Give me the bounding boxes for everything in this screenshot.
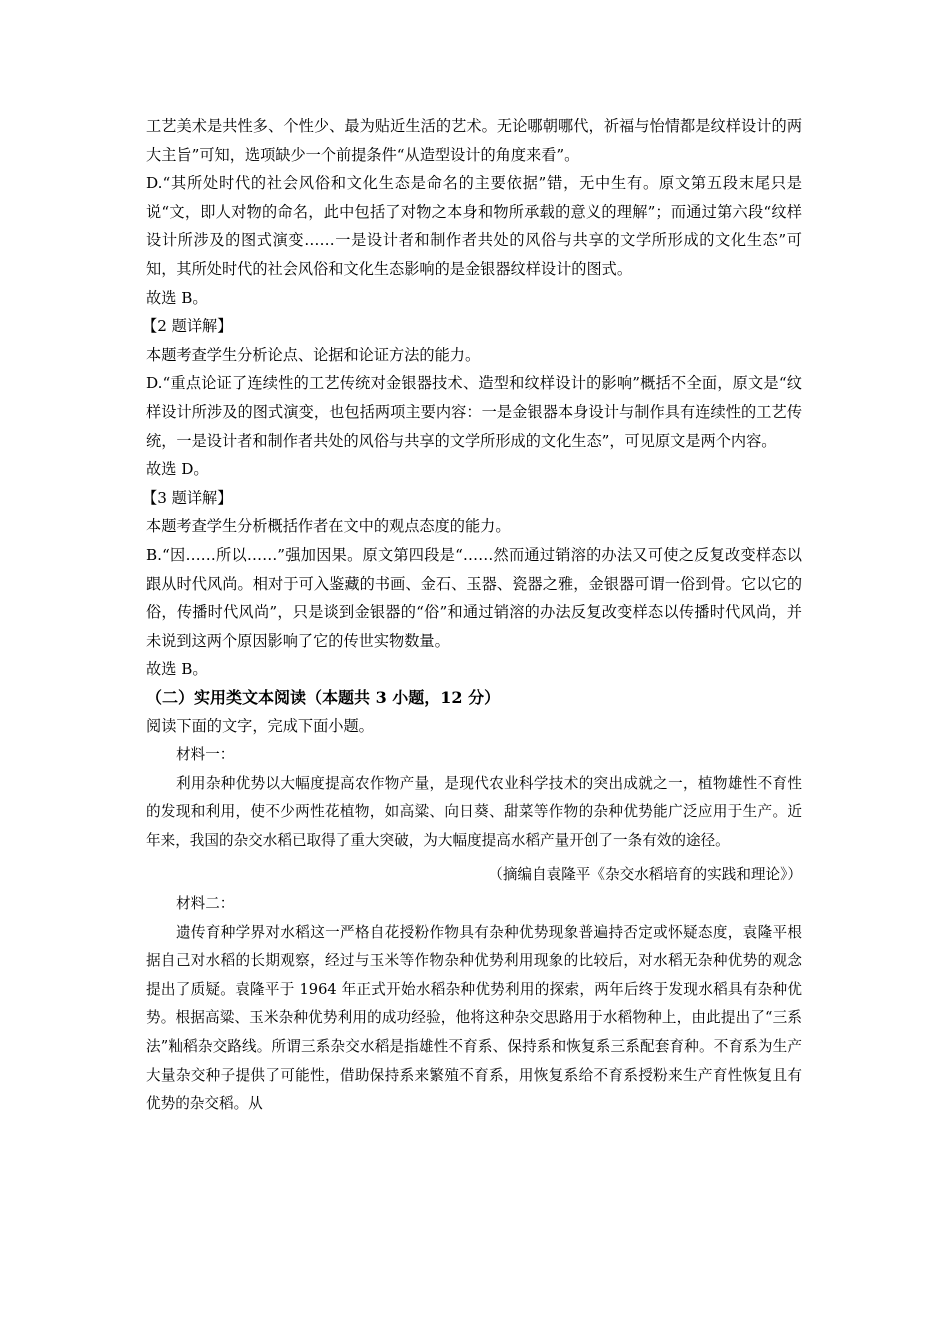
section-title: （二）实用类文本阅读（本题共 3 小题，12 分） xyxy=(146,687,501,707)
explanation-3-heading: 【3 题详解】 xyxy=(142,488,233,507)
material-1-source: （摘编自袁隆平《杂交水稻培育的实践和理论》） xyxy=(488,866,802,884)
explanation-1-option-d: D.“其所处时代的社会风俗和文化生态是命名的主要依据”错，无中生有。原文第五段末尾只是说“文，即人对物的命名，此中包括了对物之本身和物所承载的意义的理解”；而通过第六段“纹样设计所涉及的图式演变……一是设计者和制作者共处的风俗与共享的文学所形成的文化生态”可知，其所处时代的社会风俗和文化生态影响的是金银器纹样设计的图式。 xyxy=(146,174,802,278)
material-2-label: 材料二： xyxy=(176,895,235,913)
explanation-2-option-d: D.“重点论证了连续性的工艺传统对金银器技术、造型和纹样设计的影响”概括不全面，原文是“纹样设计所涉及的图式演变，也包括两项主要内容：一是金银器本身设计与制作具有连续性的工艺传统，一是设计者和制作者共处的风俗与共享的文学所形成的文化生态”，可见原文是两个内容。 xyxy=(146,374,802,450)
material-1-text: 利用杂种优势以大幅度提高农作物产量，是现代农业科学技术的突出成就之一，植物雄性不育性的发现和利用，使不少两性花植物，如高粱、向日葵、甜菜等作物的杂种优势能广泛应用于生产。近年来，我国的杂交水稻已取得了重大突破，为大幅度提高水稻产量开创了一条有效的途径。 xyxy=(146,774,802,849)
material-1-label: 材料一： xyxy=(176,746,235,764)
explanation-3-answer: 故选 B。 xyxy=(146,660,208,679)
explanation-1-answer: 故选 B。 xyxy=(146,288,208,307)
explanation-3-intro: 本题考查学生分析概括作者在文中的观点态度的能力。 xyxy=(146,517,511,536)
explanation-2-intro: 本题考查学生分析论点、论据和论证方法的能力。 xyxy=(146,345,481,364)
material-2-text: 遗传育种学界对水稻这一严格自花授粉作物具有杂种优势现象普遍持否定或怀疑态度，袁隆平根据自己对水稻的长期观察，经过与玉米等作物杂种优势利用现象的比较后，对水稻无杂种优势的观念提出了质疑。袁隆平于 1964 年正式开始水稻杂种优势利用的探索，两年后终于发现水稻具有杂种优势。根据高粱、玉米杂种优势利用的成功经验，他将这种杂交思路用于水稻物种上，由此提出了“三系法”籼稻杂交路线。所谓三系杂交水稻是指雄性不育系、保持系和恢复系三系配套育种。不育系为生产大量杂交种子提供了可能性，借助保持系来繁殖不育系，用恢复系给不育系授粉来生产育性恢复且有优势的杂交稻。从 xyxy=(146,923,802,1113)
section-instruction: 阅读下面的文字，完成下面小题。 xyxy=(146,717,374,736)
page-content xyxy=(142,112,802,1119)
explanation-3-option-b: B.“因……所以……”强加因果。原文第四段是“……然而通过销溶的办法又可使之反复改变样态以跟从时代风尚。相对于可入鉴藏的书画、金石、玉器、瓷器之雅，金银器可谓一俗到骨。它以它的俗，传播时代风尚”，只是谈到金银器的“俗”和通过销溶的办法反复改变样态以传播时代风尚，并未说到这两个原因影响了它的传世实物数量。 xyxy=(146,545,802,650)
explanation-2-heading: 【2 题详解】 xyxy=(142,317,233,336)
explanation-2-answer: 故选 D。 xyxy=(146,460,209,479)
explanation-1-option-c-tail: 工艺美术是共性多、个性少、最为贴近生活的艺术。无论哪朝哪代，祈福与怡情都是纹样设计的两大主旨”可知，选项缺少一个前提条件“从造型设计的角度来看”。 xyxy=(146,117,802,164)
